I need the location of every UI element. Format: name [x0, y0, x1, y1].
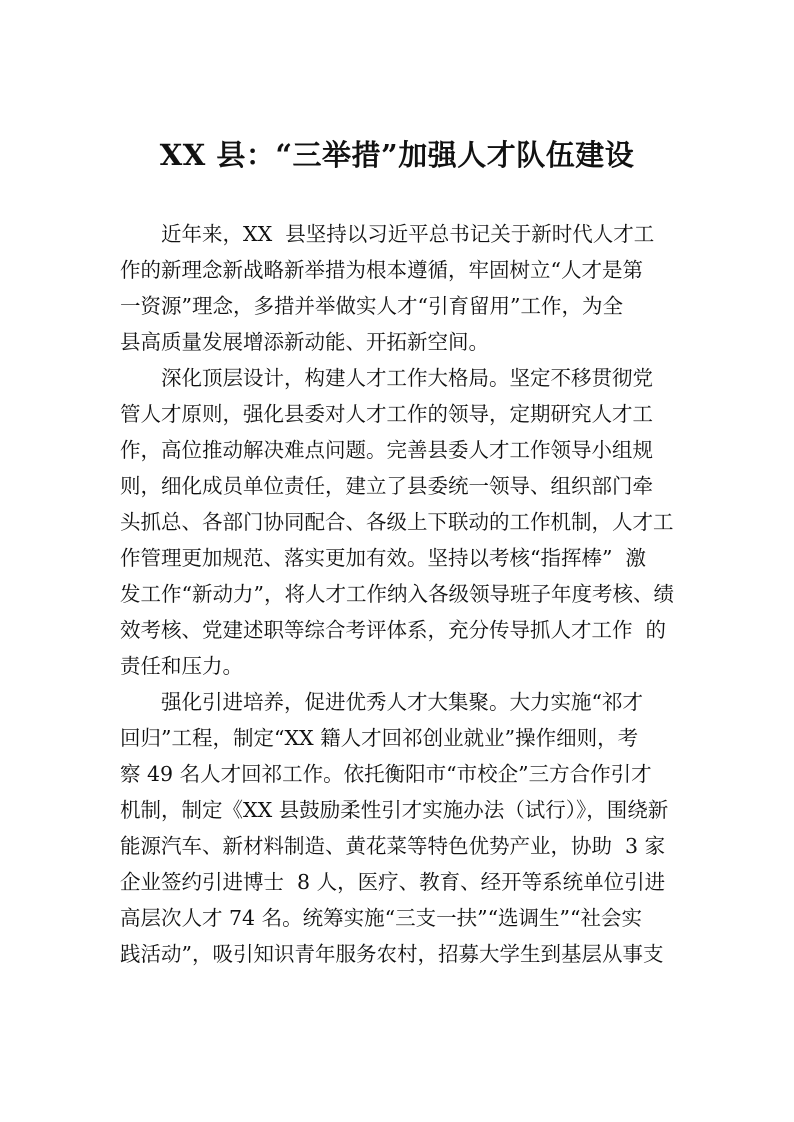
text-line: 则，细化成员单位责任，建立了县委统一领导、组织部门牵	[120, 474, 653, 498]
text-line: 践活动”，吸引知识青年服务农村，招募大学生到基层从事支	[120, 942, 664, 966]
text-line: 效考核、党建述职等综合考评体系，充分传导抓人才工作 的	[120, 618, 667, 642]
text-line: 管人才原则，强化县委对人才工作的领导，定期研究人才工	[120, 402, 653, 426]
text-line: 责任和压力。	[120, 654, 243, 678]
text-line: 企业签约引进博士 8 人，医疗、教育、经开等系统单位引进	[120, 870, 666, 894]
text-line: 察 49 名人才回祁工作。依托衡阳市“市校企”三方合作引才	[120, 762, 652, 786]
text-line: 作，高位推动解决难点问题。完善县委人才工作领导小组规	[120, 438, 653, 462]
text-line: 发工作“新动力”，将人才工作纳入各级领导班子年度考核、绩	[120, 582, 674, 606]
text-line: 近年来，XX 县坚持以习近平总书记关于新时代人才工	[161, 222, 655, 246]
text-line: 机制，制定《XX 县鼓励柔性引才实施办法（试行）》，围绕新	[120, 798, 669, 822]
text-line: 一资源”理念，多措并举做实人才“引育留用”工作，为全	[120, 294, 623, 318]
text-line: 作管理更加规范、落实更加有效。坚持以考核“指挥棒” 激	[120, 546, 646, 570]
text-line: 县高质量发展增添新动能、开拓新空间。	[120, 330, 489, 354]
text-line: 回归”工程，制定“XX 籍人才回祁创业就业”操作细则，考	[120, 726, 639, 750]
text-line: 高层次人才 74 名。统筹实施“三支一扶”“选调生”“社会实	[120, 906, 643, 930]
document-title: XX 县：“三举措”加强人才队伍建设	[159, 138, 635, 172]
text-line: 头抓总、各部门协同配合、各级上下联动的工作机制，人才工	[120, 510, 674, 534]
text-line: 强化引进培养，促进优秀人才大集聚。大力实施“祁才	[161, 690, 643, 714]
text-line: 作的新理念新战略新举措为根本遵循，牢固树立“人才是第	[120, 258, 643, 282]
text-line: 能源汽车、新材料制造、黄花菜等特色优势产业，协助 3 家	[120, 834, 666, 858]
text-line: 深化顶层设计，构建人才工作大格局。坚定不移贯彻党	[161, 366, 653, 390]
